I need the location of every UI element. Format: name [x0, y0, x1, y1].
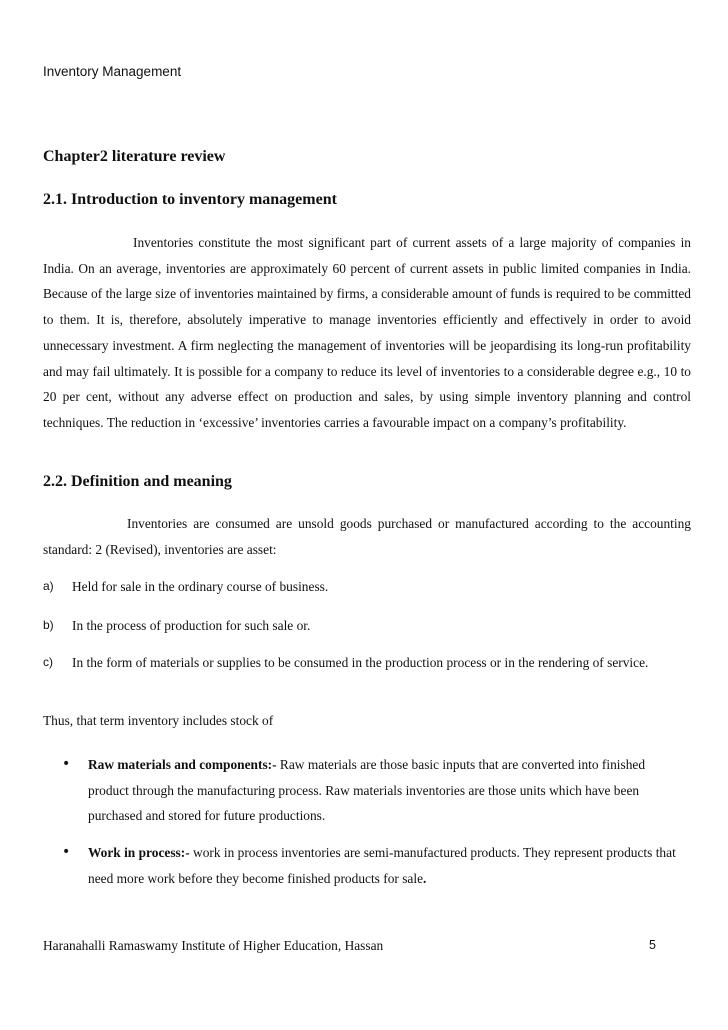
bullet-text	[88, 840, 688, 891]
section-2-2-paragraph: Inventories are consumed are unsold goods purchased or manufactured according to the accounting standard: 2 (Revised), inventories are asset:	[43, 516, 691, 557]
bullet-description: work in process inventories are semi-manufactured products. They represent products that need more work before they become finished products for sale	[88, 845, 676, 886]
chapter-title: Chapter2 literature review	[43, 148, 226, 165]
list-item-text: In the form of materials or supplies to be consumed in the production process or in the rendering of service.	[72, 655, 649, 670]
bullet-end-punctuation: .	[423, 870, 427, 886]
section-heading-2-1: 2.1. Introduction to inventory management	[43, 191, 337, 208]
list-marker: c)	[43, 655, 53, 669]
bullet-icon: •	[62, 756, 71, 772]
bullet-icon: •	[62, 844, 71, 860]
list-item-text: Held for sale in the ordinary course of business.	[72, 579, 329, 594]
section-2-1-paragraph: Inventories constitute the most significant part of current assets of a large majority of companies in India. On an average, inventories are approximately 60 percent of current assets in public limited companies in India. Because of the large size of inventories maintained by firms, a considerable amount of funds is required to be committed to them. It is, therefore, absolutely imperative to manage inventories efficiently and effectively in order to avoid unnecessary investment. A firm neglecting the management of inventories will be jeopardising its long-run profitability and may fail ultimately. It is possible for a company to reduce its level of inventories to a considerable degree e.g., 10 to 20 per cent, without any adverse effect on production and sales, by using simple inventory planning and control techniques. The reduction in ‘excessive’ inventories carries a favourable impact on a company’s profitability.	[43, 235, 691, 430]
page-number: 5	[649, 938, 656, 952]
list-marker: a)	[43, 579, 54, 593]
bullet-text	[88, 752, 688, 829]
list-item-text: In the process of production for such sale or.	[72, 618, 311, 633]
footer-institution: Haranahalli Ramaswamy Institute of Higher Education, Hassan	[43, 938, 384, 953]
page-header: Inventory Management	[43, 64, 182, 79]
bullet-description: Raw materials are those basic inputs that are converted into finished product through the manufacturing process. Raw materials inventories are those units which have been purchased and stored for future productions.	[88, 757, 646, 824]
bullet-term: Raw materials and components:-	[88, 757, 277, 772]
list-marker: b)	[43, 618, 54, 632]
thus-line: Thus, that term inventory includes stock of	[43, 713, 274, 728]
section-heading-2-2: 2.2. Definition and meaning	[43, 473, 232, 490]
bullet-term: Work in process:-	[88, 845, 190, 860]
